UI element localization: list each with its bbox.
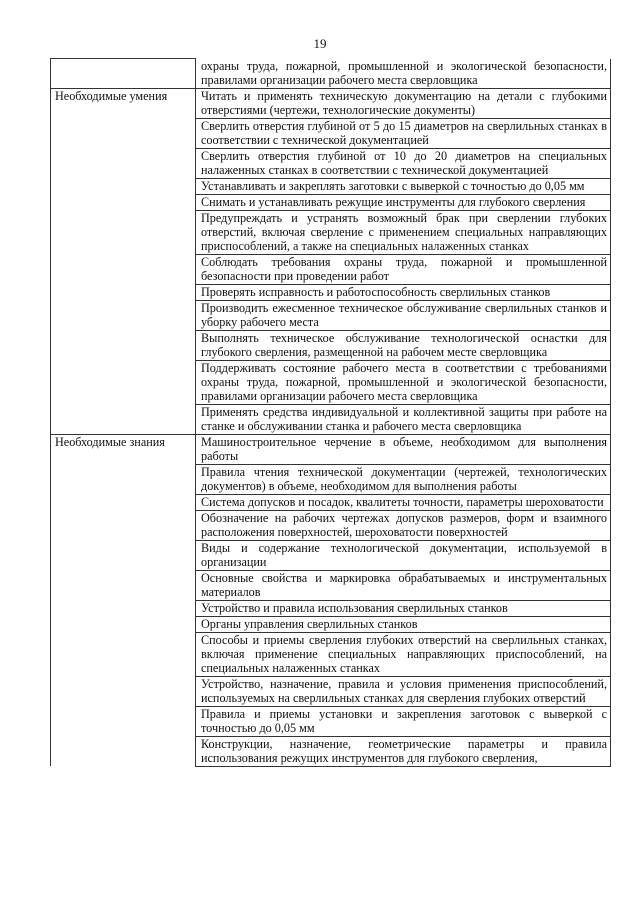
section-label-cell — [51, 148, 196, 178]
table-row — [51, 178, 611, 194]
section-label-cell — [51, 178, 196, 194]
table-row — [51, 540, 611, 570]
table-row — [51, 676, 611, 706]
table-row — [51, 118, 611, 148]
requirements-table-body — [51, 59, 611, 767]
table-row — [51, 254, 611, 284]
table-row — [51, 404, 611, 434]
section-label-cell — [51, 300, 196, 330]
section-label-cell — [51, 632, 196, 676]
section-label-cell — [51, 210, 196, 254]
requirements-table — [50, 58, 611, 767]
requirement-item: Сверлить отверстия глубиной от 5 до 15 диаметров на сверлильных станках в соответствии с технической документацией — [196, 118, 611, 148]
requirement-item: Устройство и правила использования сверлильных станков — [196, 600, 611, 616]
requirement-item: Соблюдать требования охраны труда, пожарной и промышленной безопасности при проведении работ — [196, 254, 611, 284]
requirement-item: Выполнять техническое обслуживание технологической оснастки для глубокого сверления, размещенной на рабочем месте сверловщика — [196, 330, 611, 360]
requirement-item: Устанавливать и закреплять заготовки с выверкой с точностью до 0,05 мм — [196, 178, 611, 194]
table-row — [51, 434, 611, 464]
section-label-cell — [51, 404, 196, 434]
section-label-cell — [51, 600, 196, 616]
section-label-cell: Необходимые умения — [51, 88, 196, 118]
requirement-item: охраны труда, пожарной, промышленной и экологической безопасности, правилами организации рабочего места сверловщика — [196, 59, 611, 89]
requirement-item: Поддерживать состояние рабочего места в соответствии с требованиями охраны труда, пожарной, промышленной и экологической безопасности, правилами организации рабочего места сверловщика — [196, 360, 611, 404]
table-row — [51, 570, 611, 600]
table-row — [51, 148, 611, 178]
table-row — [51, 194, 611, 210]
section-label-cell — [51, 194, 196, 210]
table-row — [51, 330, 611, 360]
section-label-cell — [51, 464, 196, 494]
requirement-item: Сверлить отверстия глубиной от 10 до 20 диаметров на специальных налаженных станках в соответствии с технической документацией — [196, 148, 611, 178]
section-label-cell — [51, 540, 196, 570]
table-row — [51, 510, 611, 540]
requirement-item: Машиностроительное черчение в объеме, необходимом для выполнения работы — [196, 434, 611, 464]
requirement-item: Устройство, назначение, правила и условия применения приспособлений, используемых на сверлильных станках для сверления глубоких отверстий — [196, 676, 611, 706]
section-label-cell — [51, 616, 196, 632]
requirement-item: Обозначение на рабочих чертежах допусков размеров, форм и взаимного расположения поверхностей, шероховатости поверхностей — [196, 510, 611, 540]
requirement-item: Применять средства индивидуальной и коллективной защиты при работе на станке и обслуживании станка и рабочего места сверловщика — [196, 404, 611, 434]
requirement-item: Предупреждать и устранять возможный брак при сверлении глубоких отверстий, включая сверление с применением специальных направляющих приспособлений, а также на специальных налаженных станках — [196, 210, 611, 254]
requirement-item: Правила чтения технической документации (чертежей, технологических документов) в объеме, необходимом для выполнения работы — [196, 464, 611, 494]
table-row — [51, 300, 611, 330]
table-row — [51, 600, 611, 616]
table-row — [51, 284, 611, 300]
table-row — [51, 88, 611, 118]
table-row — [51, 736, 611, 766]
table-row — [51, 464, 611, 494]
table-row — [51, 59, 611, 89]
requirement-item: Способы и приемы сверления глубоких отверстий на сверлильных станках, включая применение специальных направляющих приспособлений, на специальных налаженных станках — [196, 632, 611, 676]
table-row — [51, 706, 611, 736]
requirement-item: Основные свойства и маркировка обрабатываемых и инструментальных материалов — [196, 570, 611, 600]
table-row — [51, 210, 611, 254]
section-label-cell: Необходимые знания — [51, 434, 196, 464]
section-label-cell — [51, 510, 196, 540]
requirement-item: Система допусков и посадок, квалитеты точности, параметры шероховатости — [196, 494, 611, 510]
requirement-item: Проверять исправность и работоспособность сверлильных станков — [196, 284, 611, 300]
section-label-cell — [51, 330, 196, 360]
section-label-cell — [51, 570, 196, 600]
page-number: 19 — [313, 36, 327, 51]
table-row — [51, 616, 611, 632]
table-row — [51, 360, 611, 404]
section-label-cell — [51, 284, 196, 300]
requirement-item: Производить ежесменное техническое обслуживание сверлильных станков и уборку рабочего места — [196, 300, 611, 330]
section-label-cell — [51, 254, 196, 284]
requirement-item: Органы управления сверлильных станков — [196, 616, 611, 632]
requirement-item: Читать и применять техническую документацию на детали с глубокими отверстиями (чертежи, технологические документы) — [196, 88, 611, 118]
table-row — [51, 494, 611, 510]
requirement-item: Конструкции, назначение, геометрические параметры и правила использования режущих инструментов для глубокого сверления, — [196, 736, 611, 766]
table-row — [51, 632, 611, 676]
section-label-cell — [51, 494, 196, 510]
section-label-cell — [51, 59, 196, 89]
section-label-cell — [51, 676, 196, 706]
requirement-item: Виды и содержание технологической документации, используемой в организации — [196, 540, 611, 570]
section-label-cell — [51, 360, 196, 404]
section-label-cell — [51, 118, 196, 148]
section-label-cell — [51, 706, 196, 736]
requirement-item: Правила и приемы установки и закрепления заготовок с выверкой с точностью до 0,05 мм — [196, 706, 611, 736]
section-label-cell — [51, 736, 196, 766]
requirement-item: Снимать и устанавливать режущие инструменты для глубокого сверления — [196, 194, 611, 210]
